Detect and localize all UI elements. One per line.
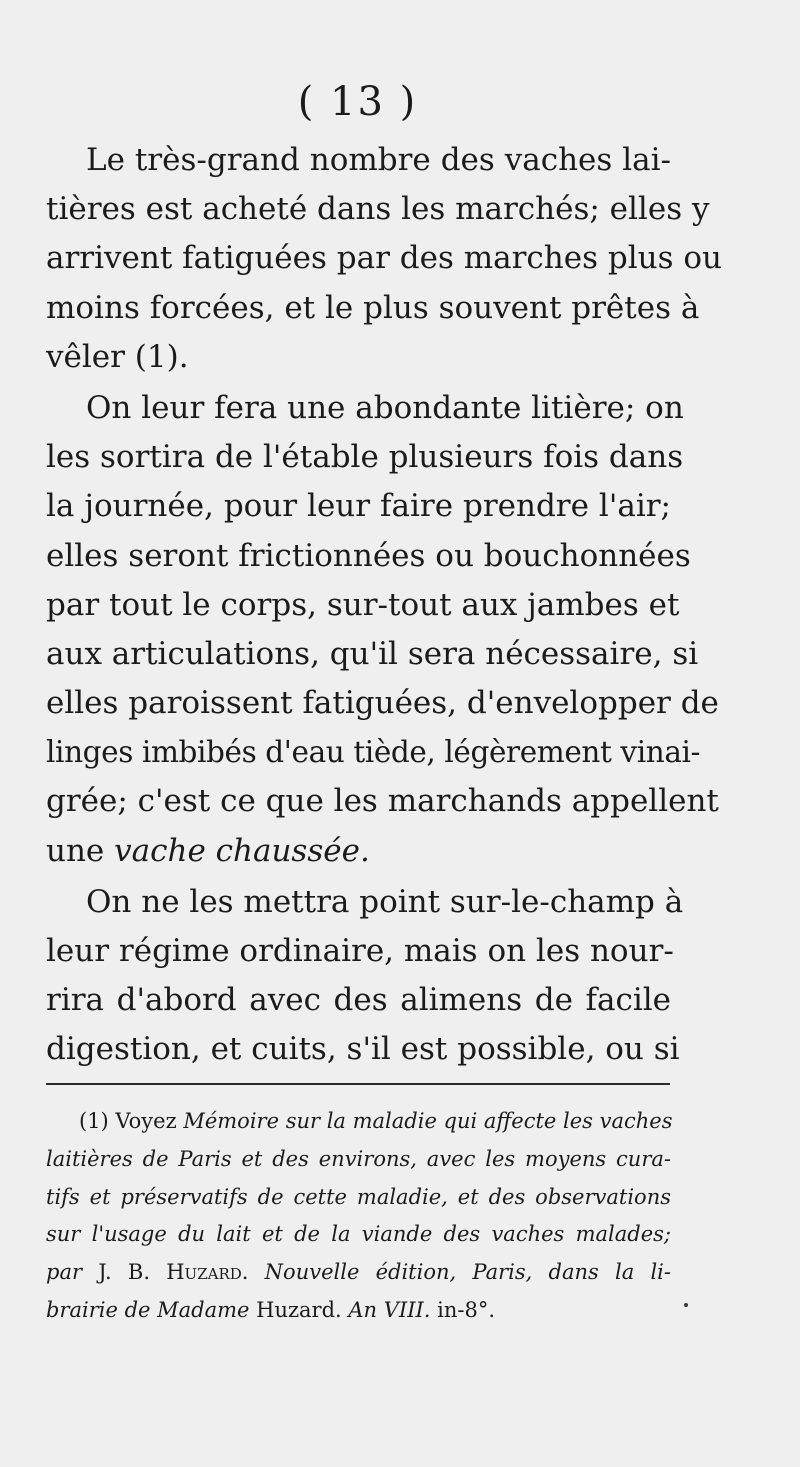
- text-line: On leur fera une abondante litière; on: [86, 389, 684, 426]
- footnote-author: J. B. Huzard.: [82, 1260, 265, 1285]
- footnote-line: [46, 1103, 671, 1141]
- paragraph-2: [46, 384, 719, 876]
- text-line: aux articulations, qu'il sera nécessaire, si: [46, 635, 699, 672]
- footnote-line: sur l'usage du lait et de la viande des vaches malades;: [46, 1222, 671, 1247]
- text-line: rira d'abord avec des alimens de facile: [46, 982, 671, 1019]
- footnote-text: Nouvelle édition, Paris, dans la li-: [264, 1260, 671, 1285]
- text-line: grée; c'est ce que les marchands appellent: [46, 783, 719, 820]
- body-text: [46, 136, 722, 1077]
- footnote-marker: (1) Voyez: [79, 1109, 184, 1133]
- footnote-year: An VIII.: [348, 1297, 431, 1322]
- text-line: elles seront frictionnées ou bouchonnées: [46, 537, 691, 574]
- text-line: par tout le corps, sur-tout aux jambes et: [46, 586, 680, 623]
- text-line: tières est acheté dans les marchés; elles y: [46, 191, 710, 228]
- text-line: vêler (1).: [46, 338, 189, 375]
- footnote-name: Huzard.: [249, 1297, 349, 1322]
- footnote-rule: [46, 1083, 670, 1085]
- footnote-text: brairie de Madame: [46, 1297, 250, 1322]
- text-line: Le très-grand nombre des vaches lai-: [86, 142, 671, 178]
- text-line: la journée, pour leur faire prendre l'air;: [46, 488, 671, 525]
- footnote-text: par: [46, 1260, 83, 1285]
- footnote: [46, 1103, 671, 1330]
- text-line: arrivent fatiguées par des marches plus ou: [46, 240, 722, 277]
- text-line: elles paroissent fatiguées, d'envelopper de: [46, 685, 719, 722]
- text-line: On ne les mettra point sur-le-champ à: [86, 883, 684, 920]
- text-line: moins forcées, et le plus souvent prêtes à: [46, 289, 700, 326]
- ink-speck: [684, 1303, 688, 1307]
- text-line: leur régime ordinaire, mais on les nour-: [46, 933, 674, 969]
- footnote-line: [46, 1254, 671, 1292]
- footnote-format: in-8°.: [430, 1297, 496, 1322]
- page-number: ( 13 ): [297, 79, 418, 125]
- footnote-line: tifs et préservatifs de cette maladie, et des observations: [46, 1184, 671, 1209]
- text-line: les sortira de l'étable plusieurs fois dans: [46, 439, 684, 476]
- footnote-title: Mémoire sur la maladie qui affecte les vaches: [183, 1109, 673, 1133]
- footnote-line: laitières de Paris et des environs, avec les moyens cura-: [46, 1146, 671, 1171]
- italic-term: vache chaussée.: [114, 832, 370, 869]
- text-span: une: [46, 832, 115, 869]
- paragraph-1: [46, 136, 722, 382]
- text-line: digestion, et cuits, s'il est possible, ou si: [46, 1031, 680, 1068]
- text-line-with-italic: [46, 827, 671, 876]
- text-line: linges imbibés d'eau tiède, légèrement vinai-: [46, 735, 701, 770]
- footnote-line: [46, 1292, 671, 1330]
- paragraph-3: [46, 878, 684, 1075]
